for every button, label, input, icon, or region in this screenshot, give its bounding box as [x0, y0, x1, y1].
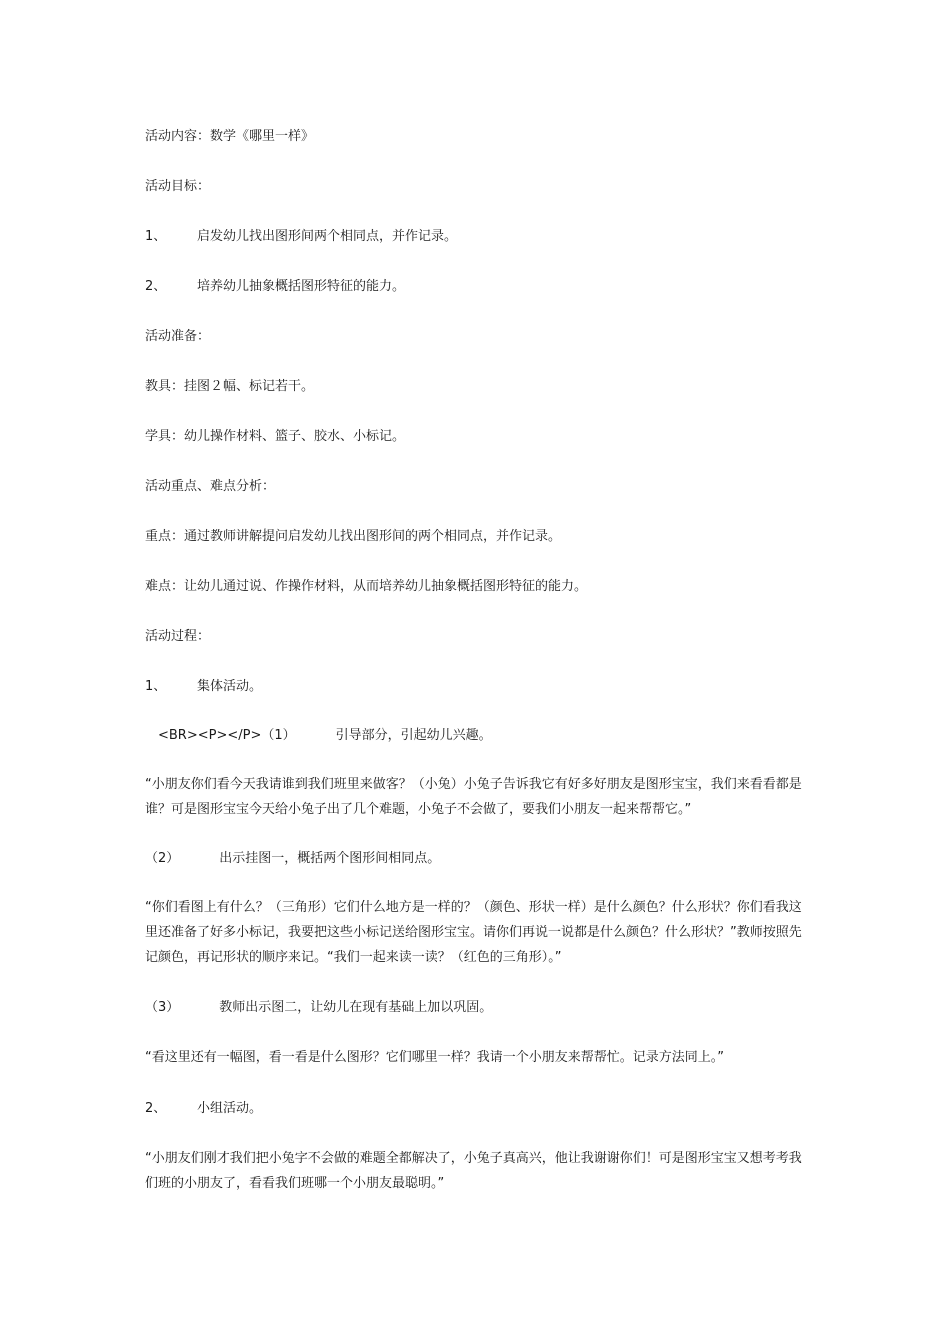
sub-step-text: 引导部分，引起幼儿兴趣。 [335, 728, 492, 743]
sub-step-text: 教师出示图二，让幼儿在现有基础上加以巩固。 [219, 1000, 493, 1015]
sub-step [158, 724, 823, 748]
goal-number: 2、 [145, 279, 167, 294]
goal-item [145, 275, 810, 299]
step-number: 1、 [145, 679, 167, 694]
step-text: 小组活动。 [197, 1101, 263, 1116]
focus-line: 重点：通过教师讲解提问启发幼儿找出图形间的两个相同点，并作记录。 [145, 529, 562, 544]
step-number: 2、 [145, 1101, 167, 1116]
step-item [145, 675, 810, 699]
goal-text: 培养幼儿抽象概括图形特征的能力。 [197, 279, 406, 294]
sub-step-prefix: <BR><P></P>（1） [158, 728, 296, 743]
sub-step [145, 996, 810, 1020]
focus-heading: 活动重点、难点分析： [145, 479, 276, 494]
sub-step-text: 出示挂图一，概括两个图形间相同点。 [219, 851, 441, 866]
quote-paragraph: “看这里还有一幅图，看一看是什么图形？它们哪里一样？我请一个小朋友来帮帮忙。记录方法同上。” [145, 1050, 724, 1065]
goal-item [145, 225, 810, 249]
goal-number: 1、 [145, 229, 167, 244]
quote-paragraph: “小朋友你们看今天我请谁到我们班里来做客？（小兔）小兔子告诉我它有好多好朋友是图形宝宝，我们来看看都是谁？可是图形宝宝今天给小兔子出了几个难题，小兔子不会做了，要我们小朋友一起来帮帮它。” [145, 777, 802, 817]
activity-content-line: 活动内容：数学《哪里一样》 [145, 129, 315, 144]
sub-step-prefix: （3） [145, 1000, 180, 1015]
process-heading: 活动过程： [145, 629, 211, 644]
student-tools-line: 学具：幼儿操作材料、篮子、胶水、小标记。 [145, 429, 406, 444]
quote-paragraph: “小朋友们刚才我们把小兔字不会做的难题全都解决了，小兔子真高兴，他让我谢谢你们！可是图形宝宝又想考考我们班的小朋友了，看看我们班哪一个小朋友最聪明。” [145, 1151, 802, 1191]
teacher-tools-line: 教具：挂图２幅、标记若干。 [145, 379, 315, 394]
goals-heading: 活动目标： [145, 179, 211, 194]
sub-step [145, 847, 810, 871]
step-item [145, 1097, 810, 1121]
difficulty-line: 难点：让幼儿通过说、作操作材料，从而培养幼儿抽象概括图形特征的能力。 [145, 579, 588, 594]
quote-paragraph: “你们看图上有什么？（三角形）它们什么地方是一样的？（颜色、形状一样）是什么颜色？什么形状？你们看我这里还准备了好多小标记，我要把这些小标记送给图形宝宝。请你们再说一说都是什么颜色？什么形状？”教师按照先记颜色，再记形状的顺序来记。“我们一起来读一读？（红色的三角形）。” [145, 900, 802, 965]
step-text: 集体活动。 [197, 679, 263, 694]
sub-step-prefix: （2） [145, 851, 180, 866]
goal-text: 启发幼儿找出图形间两个相同点，并作记录。 [197, 229, 458, 244]
prep-heading: 活动准备： [145, 329, 211, 344]
